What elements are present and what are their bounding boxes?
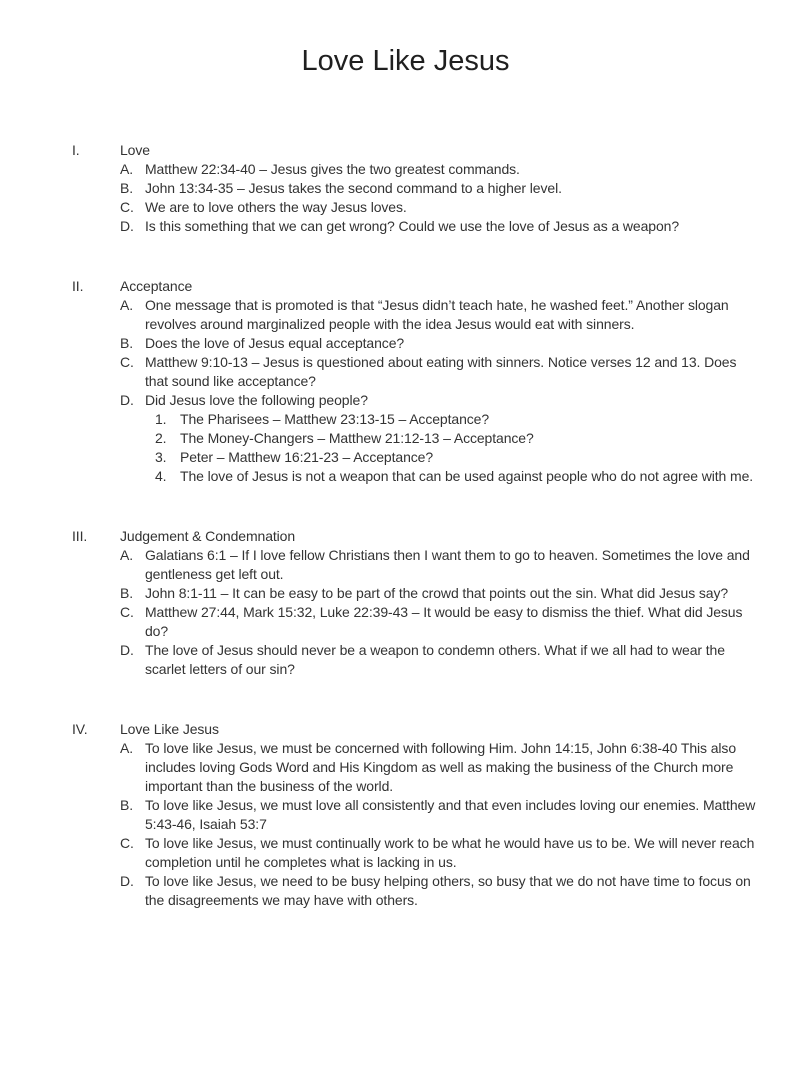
subitem-label: 1.	[155, 411, 167, 427]
outline-item	[120, 796, 761, 834]
item-text: We are to love others the way Jesus loves.	[145, 199, 407, 215]
outline-item	[120, 217, 761, 236]
outline-item	[120, 603, 761, 641]
item-label: A.	[120, 547, 134, 563]
subitem-text: Peter – Matthew 16:21-23 – Acceptance?	[180, 449, 434, 465]
item-text: John 13:34-35 – Jesus takes the second command to a higher level.	[145, 180, 562, 196]
outline-item	[120, 834, 761, 872]
item-text: To love like Jesus, we must continually work to be what he would have us to be. We will never reach completion until he completes what is lacking in us.	[145, 835, 755, 870]
section-love	[72, 141, 761, 236]
section-heading-row	[72, 277, 761, 296]
subitem-label: 3.	[155, 449, 167, 465]
section-heading-row	[72, 527, 761, 546]
item-text: Does the love of Jesus equal acceptance?	[145, 335, 405, 351]
outline-item	[120, 391, 761, 486]
outline-item	[120, 160, 761, 179]
item-label: D.	[120, 642, 134, 658]
item-label: B.	[120, 335, 134, 351]
section-numeral: I.	[72, 142, 80, 158]
item-text: Galatians 6:1 – If I love fellow Christians then I want them to go to heaven. Sometimes the love and gentleness get left out.	[145, 547, 750, 582]
item-text: To love like Jesus, we must be concerned with following Him. John 14:15, John 6:38-40 This also includes loving Gods Word and His Kingdom as well as making the business of the Church more important than the business of the world.	[145, 740, 737, 794]
section-numeral: III.	[72, 528, 88, 544]
outline-item	[120, 353, 761, 391]
item-label: C.	[120, 604, 134, 620]
item-label: B.	[120, 180, 134, 196]
item-text: One message that is promoted is that “Jesus didn’t teach hate, he washed feet.” Another slogan revolves around marginalized people with the idea Jesus would eat with sinners.	[145, 297, 729, 332]
outline-item	[120, 334, 761, 353]
outline-subitem	[155, 467, 761, 486]
item-label: A.	[120, 297, 134, 313]
item-text: The love of Jesus should never be a weapon to condemn others. What if we all had to wear the scarlet letters of our sin?	[145, 642, 725, 677]
item-label: B.	[120, 585, 134, 601]
section-heading-row	[72, 141, 761, 160]
item-label: D.	[120, 218, 134, 234]
subitem-label: 4.	[155, 468, 167, 484]
section-heading: Judgement & Condemnation	[120, 528, 296, 544]
item-text: Matthew 22:34-40 – Jesus gives the two greatest commands.	[145, 161, 520, 177]
outline-item	[120, 296, 761, 334]
item-text: Matthew 9:10-13 – Jesus is questioned about eating with sinners. Notice verses 12 and 13. Does that sound like acceptance?	[145, 354, 737, 389]
item-text: To love like Jesus, we must love all consistently and that even includes loving our enemies. Matthew 5:43-46, Isaiah 53:7	[145, 797, 756, 832]
item-label: A.	[120, 740, 134, 756]
outline-item	[120, 641, 761, 679]
item-label: C.	[120, 199, 134, 215]
outline-item	[120, 179, 761, 198]
document-page	[0, 42, 811, 910]
item-label: D.	[120, 873, 134, 889]
outline-item	[120, 198, 761, 217]
outline-item	[120, 739, 761, 796]
outline	[0, 141, 811, 910]
subitem-label: 2.	[155, 430, 167, 446]
outline-item	[120, 584, 761, 603]
section-heading: Love Like Jesus	[120, 721, 219, 737]
item-label: C.	[120, 354, 134, 370]
item-text: To love like Jesus, we need to be busy helping others, so busy that we do not have time to focus on the disagreements we may have with others.	[145, 873, 751, 908]
item-label: B.	[120, 797, 134, 813]
item-text: Did Jesus love the following people?	[145, 392, 368, 408]
section-heading: Acceptance	[120, 278, 193, 294]
item-label: A.	[120, 161, 134, 177]
item-text: Matthew 27:44, Mark 15:32, Luke 22:39-43 – It would be easy to dismiss the thief. What did Jesus do?	[145, 604, 743, 639]
subitem-text: The Pharisees – Matthew 23:13-15 – Acceptance?	[180, 411, 490, 427]
section-heading-row	[72, 720, 761, 739]
item-text: Is this something that we can get wrong? Could we use the love of Jesus as a weapon?	[145, 218, 680, 234]
outline-item	[120, 872, 761, 910]
outline-subitem	[155, 429, 761, 448]
section-acceptance	[72, 277, 761, 486]
outline-subitem	[155, 448, 761, 467]
document-title: Love Like Jesus	[301, 45, 510, 77]
outline-subitem	[155, 410, 761, 429]
subitem-text: The love of Jesus is not a weapon that can be used against people who do not agree with me.	[180, 468, 754, 484]
outline-item	[120, 546, 761, 584]
item-text: John 8:1-11 – It can be easy to be part of the crowd that points out the sin. What did Jesus say?	[145, 585, 729, 601]
section-judgement-condemnation	[72, 527, 761, 679]
subitem-text: The Money-Changers – Matthew 21:12-13 – Acceptance?	[180, 430, 534, 446]
section-love-like-jesus	[72, 720, 761, 910]
item-label: D.	[120, 392, 134, 408]
section-numeral: IV.	[72, 721, 88, 737]
item-label: C.	[120, 835, 134, 851]
section-heading: Love	[120, 142, 150, 158]
section-numeral: II.	[72, 278, 84, 294]
